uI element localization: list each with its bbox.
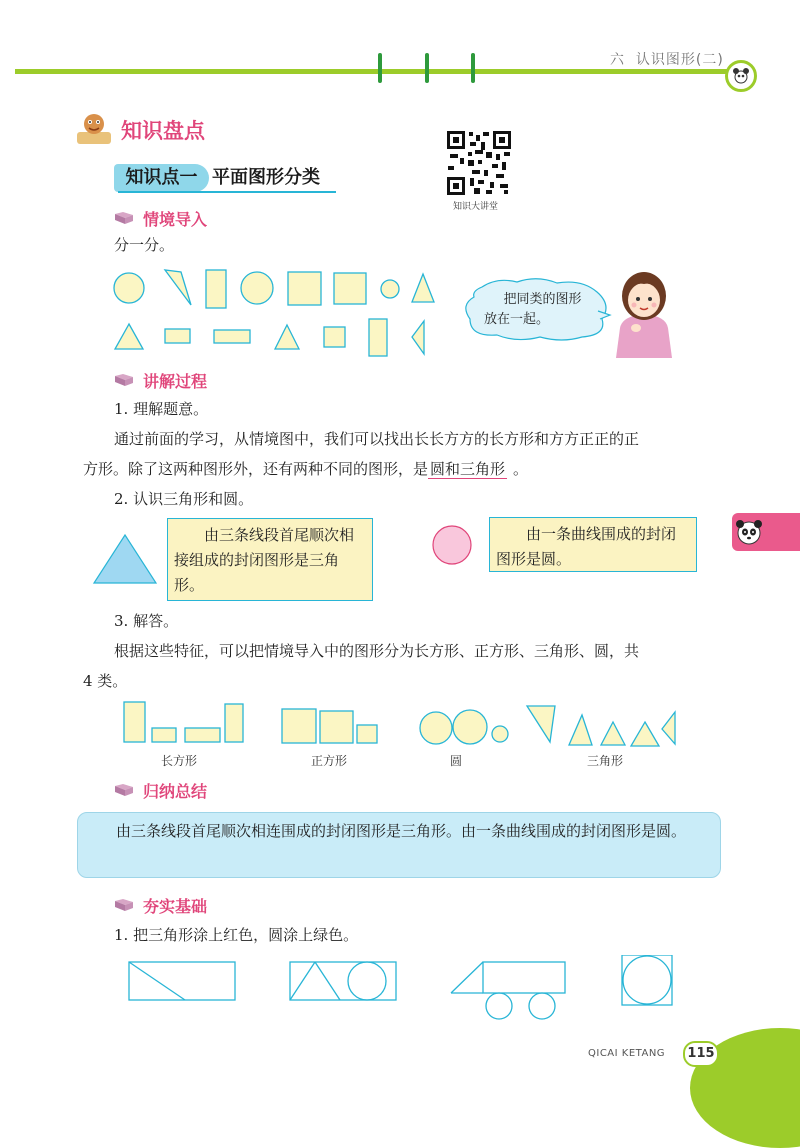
knowledge-point-underline <box>118 191 336 193</box>
def-triangle-shape <box>92 533 158 585</box>
section-explain-title: 讲解过程 <box>143 372 208 391</box>
book-icon <box>114 372 134 386</box>
qr-caption: 知识大讲堂 <box>453 202 499 212</box>
group-triangle-5 <box>662 712 675 744</box>
exercise-figure-2 <box>290 962 396 1000</box>
intro-rect-3 <box>214 330 250 343</box>
intro-triangle-2 <box>412 274 434 302</box>
book-icon <box>114 782 134 796</box>
intro-rect-2 <box>165 329 190 343</box>
girl-illustration <box>612 268 676 358</box>
speech-bubble-text: 把同类的图形放在一起。 <box>484 292 582 327</box>
group-rect-1 <box>124 702 145 742</box>
intro-text: 分一分。 <box>114 236 175 254</box>
grouped-shapes <box>115 698 685 750</box>
intro-circle-3 <box>381 280 399 298</box>
group-triangle-1 <box>527 706 555 742</box>
intro-shapes <box>105 262 445 362</box>
para1-line2 <box>83 454 528 484</box>
section-summary-title: 归纳总结 <box>143 782 208 801</box>
panda-badge-icon <box>725 60 757 92</box>
para1-answer: 圆和三角形 <box>430 460 506 478</box>
group-label-rect: 长方形 <box>161 754 198 768</box>
header-line <box>15 69 730 74</box>
group-triangle-3 <box>601 722 625 745</box>
para3-line2: 4 类。 <box>83 672 128 690</box>
group-circle-3 <box>492 726 508 742</box>
exercise-figure-4 <box>622 955 672 1005</box>
intro-rect-4 <box>369 319 387 356</box>
group-triangle-4 <box>631 722 659 746</box>
knowledge-point-title: 平面图形分类 <box>212 167 320 188</box>
header-peg-3 <box>471 53 475 83</box>
group-rect-2 <box>152 728 176 742</box>
group-rect-3 <box>185 728 220 742</box>
exercise-figures[interactable] <box>125 955 685 1025</box>
footer-brand: QICAI KETANG <box>588 1048 666 1059</box>
exercise-figure-1 <box>129 962 235 1000</box>
para1-text: 方形。除了这两种图形外，还有两种不同的图形，是 <box>83 460 429 478</box>
group-square-1 <box>282 709 316 743</box>
summary-box <box>77 812 721 878</box>
intro-circle-1 <box>114 273 144 303</box>
step-2: 2. 认识三角形和圆。 <box>114 490 254 508</box>
knowledge-title: 知识盘点 <box>121 119 205 143</box>
knowledge-point-badge: 知识点一 <box>114 164 209 192</box>
def-circle-shape <box>430 523 474 567</box>
para1-end: 。 <box>513 460 529 478</box>
intro-rect-1 <box>206 270 226 308</box>
intro-triangle-5 <box>412 321 424 354</box>
header-peg-2 <box>425 53 429 83</box>
group-label-circle: 圆 <box>450 754 463 768</box>
intro-triangle-3 <box>115 324 143 349</box>
section-practice-title: 夯实基础 <box>143 897 208 916</box>
intro-square-1 <box>288 272 321 305</box>
header-peg-1 <box>378 53 382 83</box>
intro-square-3 <box>324 327 345 347</box>
section-intro-title: 情境导入 <box>143 210 208 229</box>
summary-text: 由三条线段首尾顺次相连围成的封闭图形是三角形。由一条曲线围成的封闭图形是圆。 <box>116 822 687 840</box>
intro-triangle-4 <box>275 325 299 349</box>
book-icon <box>114 897 134 911</box>
mascot-icon <box>75 110 113 146</box>
def-triangle-box: 由三条线段首尾顺次相接组成的封闭图形是三角形。 <box>167 518 373 601</box>
step-1: 1. 理解题意。 <box>114 400 209 418</box>
para1-line1: 通过前面的学习，从情境图中，我们可以找出长长方方的长方形和方方正正的正 <box>114 430 640 448</box>
group-square-2 <box>320 711 353 743</box>
exercise-1: 1. 把三角形涂上红色，圆涂上绿色。 <box>114 926 359 944</box>
book-icon <box>114 210 134 224</box>
exercise-figure-3 <box>451 962 565 1019</box>
page-number: 115 <box>683 1041 719 1067</box>
step-3: 3. 解答。 <box>114 612 179 630</box>
group-circle-1 <box>420 712 452 744</box>
intro-circle-2 <box>241 272 273 304</box>
group-triangle-2 <box>569 715 592 745</box>
chapter-title: 六 认识图形(二) <box>610 52 724 68</box>
def-circle-box: 由一条曲线围成的封闭图形是圆。 <box>489 517 697 572</box>
group-circle-2 <box>453 710 487 744</box>
intro-square-2 <box>334 273 366 304</box>
group-label-triangle: 三角形 <box>587 754 624 768</box>
qr-code[interactable] <box>446 130 512 196</box>
panda-icon <box>734 517 764 547</box>
intro-triangle-1 <box>165 270 191 305</box>
para3-line1: 根据这些特征，可以把情境导入中的图形分为长方形、正方形、三角形、圆，共 <box>114 642 640 660</box>
group-square-3 <box>357 725 377 743</box>
group-rect-4 <box>225 704 243 742</box>
group-label-square: 正方形 <box>311 754 348 768</box>
